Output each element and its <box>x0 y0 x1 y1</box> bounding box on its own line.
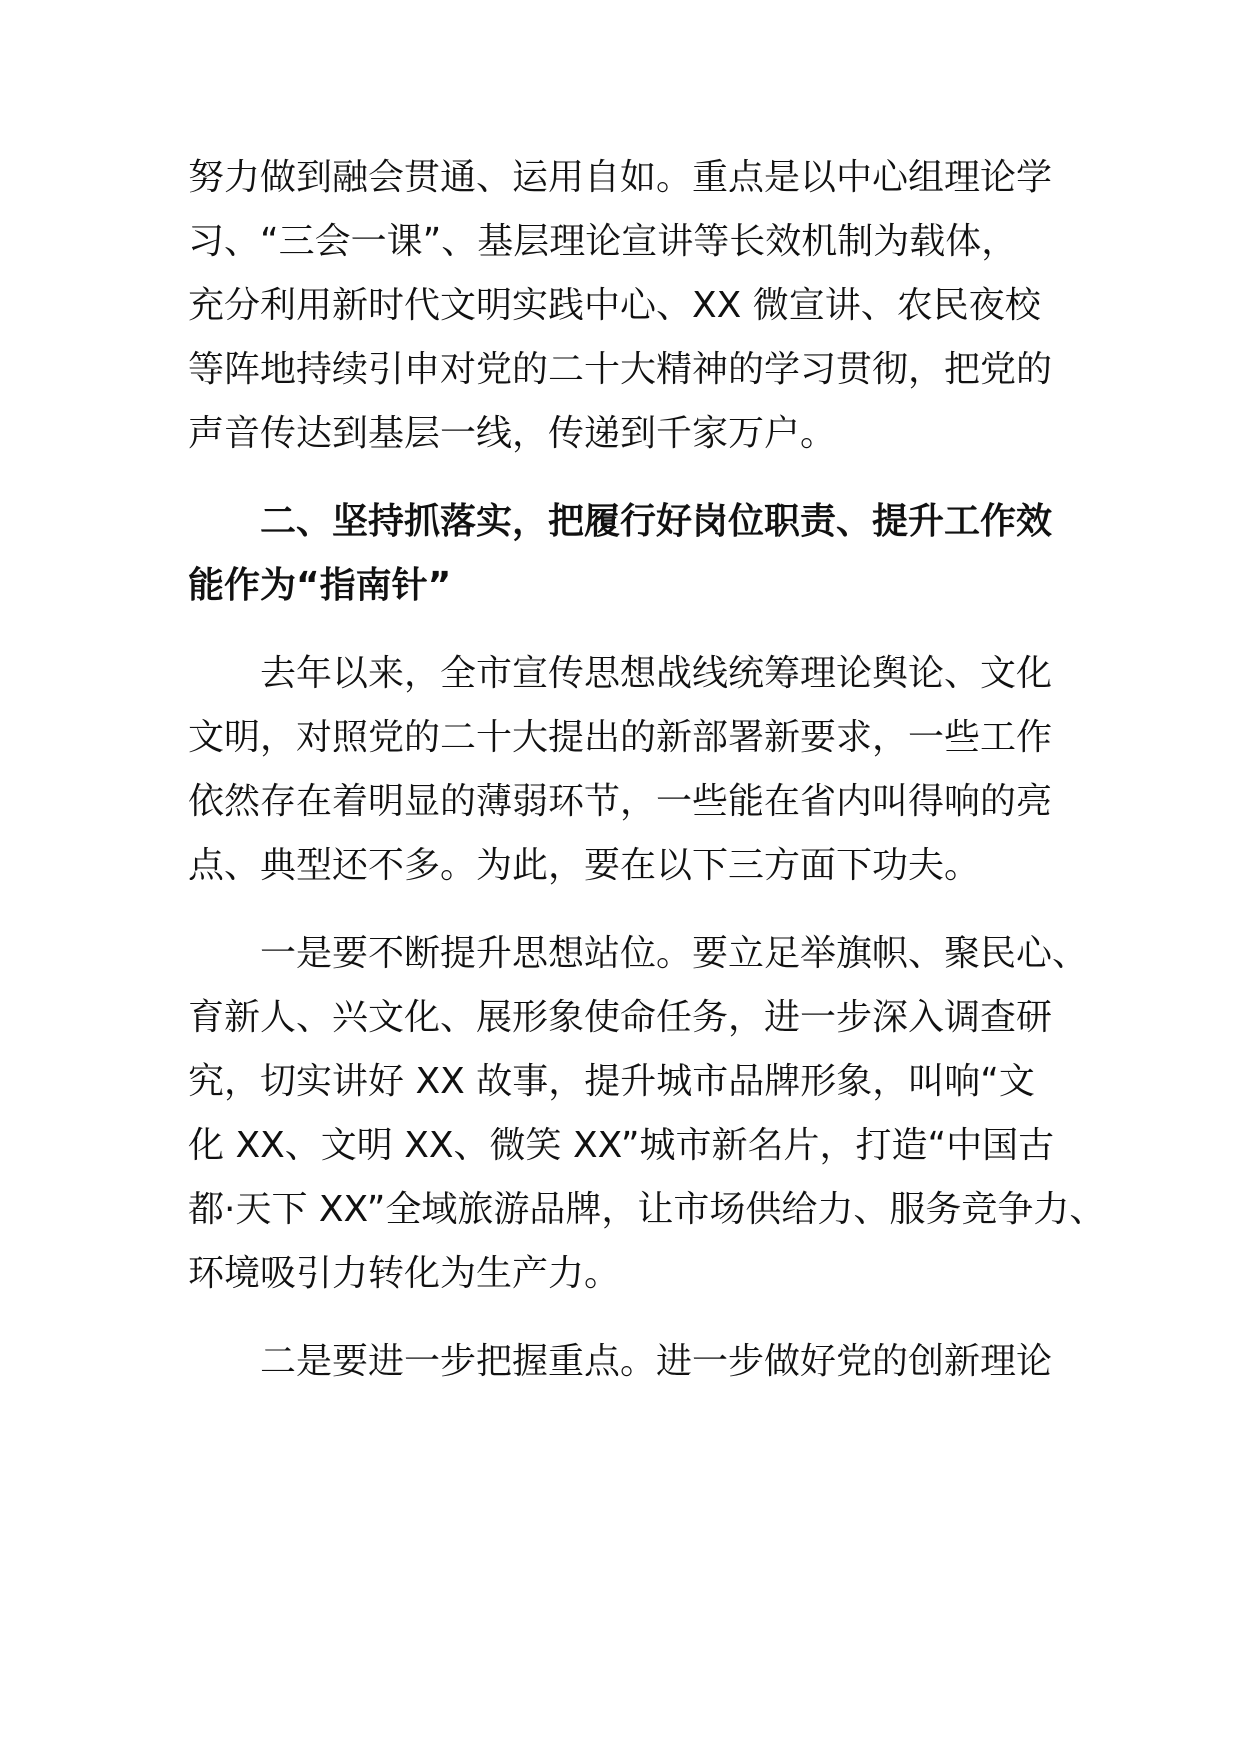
paragraph-3-line-1: 去年以来，全市宣传思想战线统筹理论舆论、文化 <box>260 653 1053 694</box>
paragraph-4-line-2: 育新人、兴文化、展形象使命任务，进一步深入调查研 <box>188 997 1053 1038</box>
paragraph-4-line-6: 环境吸引力转化为生产力。 <box>188 1253 621 1294</box>
paragraph-5-line-1: 二是要进一步把握重点。进一步做好党的创新理论 <box>260 1341 1053 1382</box>
paragraph-3-line-3: 依然存在着明显的薄弱环节，一些能在省内叫得响的亮 <box>188 781 1053 822</box>
paragraph-3-line-4: 点、典型还不多。为此，要在以下三方面下功夫。 <box>188 845 981 886</box>
paragraph-1-line-5: 声音传达到基层一线，传递到千家万户。 <box>188 413 837 454</box>
paragraph-3-line-2: 文明，对照党的二十大提出的新部署新要求，一些工作 <box>188 717 1053 758</box>
section-heading-line-2: 能作为“指南针” <box>188 565 452 606</box>
paragraph-4-line-4: 化 XX、文明 XX、微笑 XX”城市新名片，打造“中国古 <box>188 1125 1055 1166</box>
paragraph-1-line-2: 习、“三会一课”、基层理论宣讲等长效机制为载体， <box>188 221 1018 262</box>
paragraph-4-line-5: 都·天下 XX”全域旅游品牌，让市场供给力、服务竞争力、 <box>188 1189 1106 1230</box>
paragraph-1-line-4: 等阵地持续引申对党的二十大精神的学习贯彻，把党的 <box>188 349 1053 390</box>
paragraph-4-line-3: 究，切实讲好 XX 故事，提升城市品牌形象，叫响“文 <box>188 1061 1035 1102</box>
section-heading-line-1: 二、坚持抓落实，把履行好岗位职责、提升工作效 <box>260 501 1053 542</box>
paragraph-1-line-3: 充分利用新时代文明实践中心、XX 微宣讲、农民夜校 <box>188 285 1041 326</box>
paragraph-4-line-1: 一是要不断提升思想站位。要立足举旗帜、聚民心、 <box>260 933 1089 974</box>
paragraph-1-line-1: 努力做到融会贯通、运用自如。重点是以中心组理论学 <box>188 157 1053 198</box>
